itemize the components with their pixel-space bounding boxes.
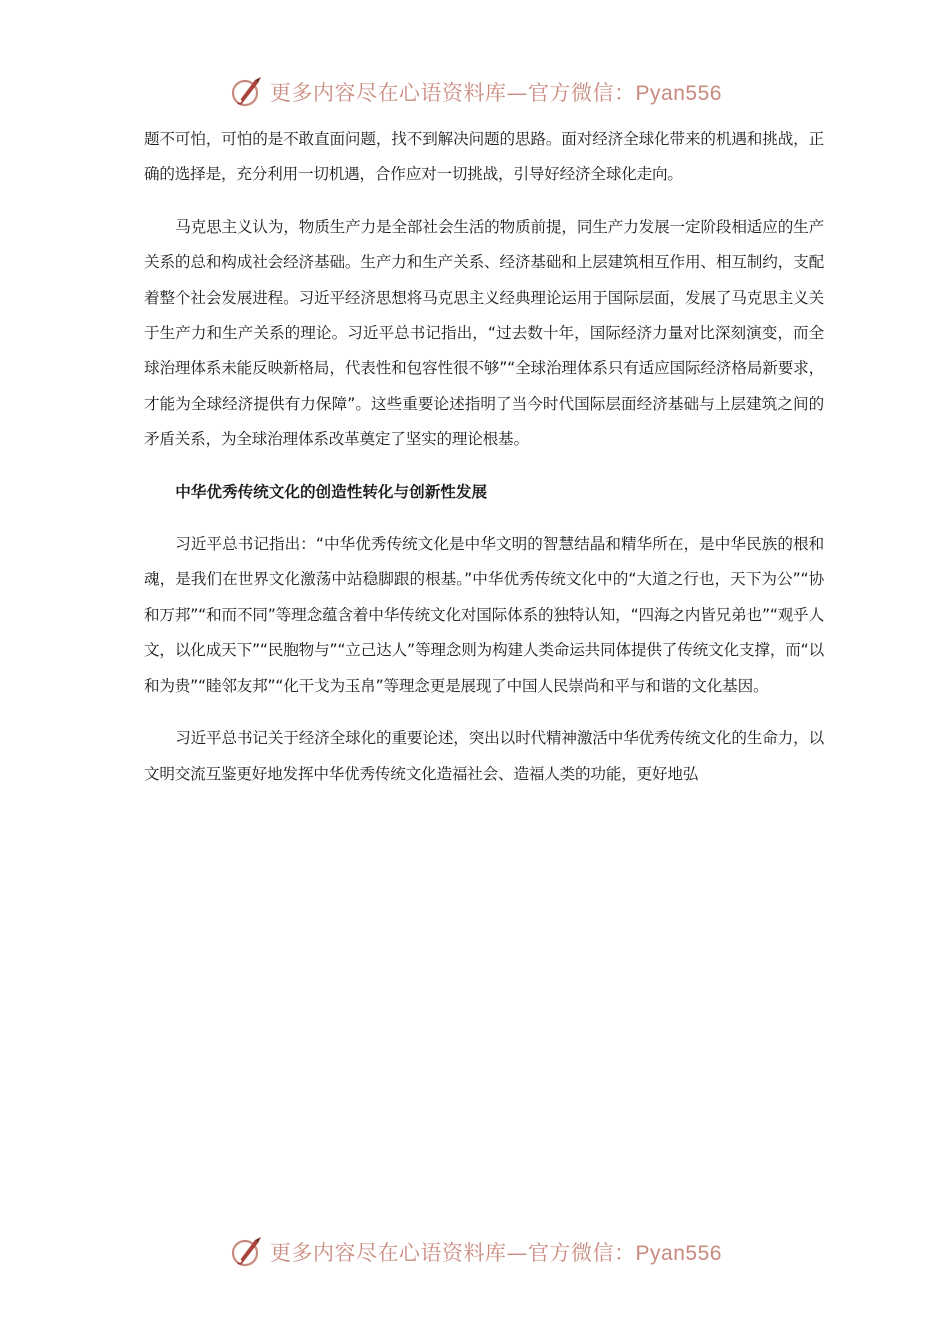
quill-pen-circle-icon [228, 1234, 264, 1270]
footer-banner [0, 1230, 950, 1274]
paragraph-continuation: 题不可怕，可怕的是不敢直面问题，找不到解决问题的思路。面对经济全球化带来的机遇和挑战，正确的选择是，充分利用一切机遇，合作应对一切挑战，引导好经济全球化走向。 [144, 130, 824, 184]
header-banner [0, 70, 950, 114]
document-body [144, 122, 824, 809]
banner-official-label: 官方微信： [528, 81, 636, 105]
banner-wechat-id: Pyan556 [635, 1242, 722, 1265]
banner-separator: — [506, 81, 529, 105]
banner-official-label: 官方微信： [528, 1241, 636, 1265]
banner-main-text: 更多内容尽在心语资料库 [270, 81, 507, 105]
banner-text [270, 1237, 722, 1267]
paragraph-traditional-culture: 习近平总书记指出：“中华优秀传统文化是中华文明的智慧结晶和精华所在，是中华民族的根和魂，是我们在世界文化激荡中站稳脚跟的根基。”中华优秀传统文化中的“大道之行也，天下为公”“协和万邦”“和而不同”等理念蕴含着中华传统文化对国际体系的独特认知，“四海之内皆兄弟也”“观乎人文，以化成天下”“民胞物与”“立己达人”等理念则为构建人类命运共同体提供了传统文化支撑，而“以和为贵”“睦邻友邦”“化干戈为玉帛”等理念更是展现了中国人民崇尚和平与和谐的文化基因。 [144, 535, 824, 695]
banner-text [270, 77, 722, 107]
paragraph-marxism: 马克思主义认为，物质生产力是全部社会生活的物质前提，同生产力发展一定阶段相适应的生产关系的总和构成社会经济基础。生产力和生产关系、经济基础和上层建筑相互作用、相互制约，支配着整个社会发展进程。习近平经济思想将马克思主义经典理论运用于国际层面，发展了马克思主义关于生产力和生产关系的理论。习近平总书记指出，“过去数十年，国际经济力量对比深刻演变，而全球治理体系未能反映新格局，代表性和包容性很不够”“全球治理体系只有适应国际经济格局新要求，才能为全球经济提供有力保障”。这些重要论述指明了当今时代国际层面经济基础与上层建筑之间的矛盾关系，为全球治理体系改革奠定了坚实的理论根基。 [144, 217, 824, 449]
banner-separator: — [506, 1241, 529, 1265]
section-heading: 中华优秀传统文化的创造性转化与创新性发展 [175, 482, 488, 501]
paragraph-globalization: 习近平总书记关于经济全球化的重要论述，突出以时代精神激活中华优秀传统文化的生命力，以文明交流互鉴更好地发挥中华优秀传统文化造福社会、造福人类的功能，更好地弘 [144, 729, 824, 783]
banner-wechat-id: Pyan556 [635, 82, 722, 105]
quill-pen-circle-icon [228, 74, 264, 110]
banner-main-text: 更多内容尽在心语资料库 [270, 1241, 507, 1265]
